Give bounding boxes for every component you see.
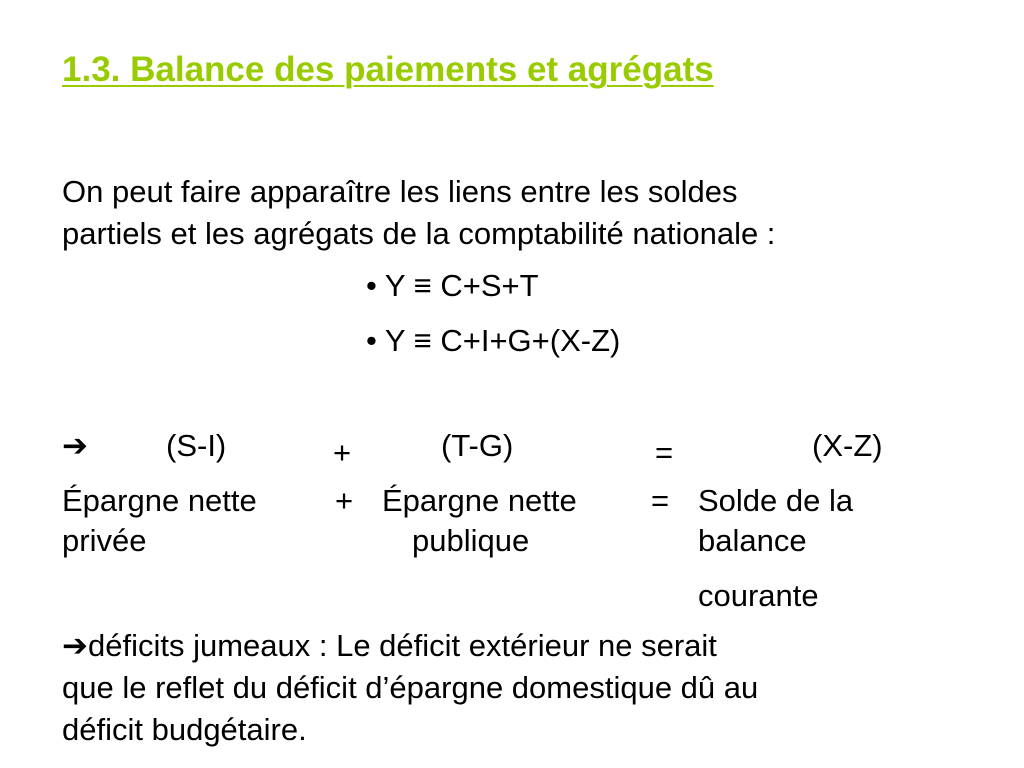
- identity-equals-sign: =: [655, 435, 674, 470]
- conclusion-line-2: que le reflet du déficit d’épargne domestique dû au: [62, 670, 759, 705]
- intro-line-1: On peut faire apparaître les liens entre les soldes: [62, 174, 738, 209]
- conclusion-text-1: déficits jumeaux : Le déficit extérieur ne serait: [87, 628, 717, 663]
- label-current-account-line-1: Solde de la: [698, 483, 854, 518]
- intro-paragraph: [62, 171, 775, 255]
- label-private-saving-line-1: Épargne nette: [62, 483, 257, 518]
- equation-income-uses: • Y ≡ C+S+T: [366, 268, 539, 303]
- label-public-saving-line-1: Épargne nette: [382, 483, 577, 518]
- slide-title: 1.3. Balance des paiements et agrégats: [62, 50, 714, 89]
- identity-arrow-icon: ➔: [62, 428, 88, 464]
- equation-income-sources: • Y ≡ C+I+G+(X-Z): [366, 323, 621, 358]
- label-current-account-line-2: balance: [698, 523, 807, 558]
- intro-line-2: partiels et les agrégats de la comptabilité nationale :: [62, 216, 776, 251]
- conclusion-paragraph: [62, 625, 758, 751]
- labels-plus-sign: +: [335, 483, 354, 518]
- labels-equals-sign: =: [651, 483, 670, 518]
- conclusion-line-3: déficit budgétaire.: [62, 712, 307, 747]
- term-current-account: (X-Z): [812, 428, 883, 463]
- conclusion-arrow-icon: ➔: [62, 628, 88, 664]
- identity-plus-sign: +: [333, 435, 352, 470]
- term-public-saving-gap: (T-G): [441, 428, 514, 463]
- label-public-saving-line-2: publique: [412, 523, 530, 558]
- label-private-saving-line-2: privée: [62, 523, 147, 558]
- label-current-account-line-3: courante: [698, 578, 819, 613]
- term-private-saving-gap: (S-I): [166, 428, 227, 463]
- conclusion-line-1: [62, 625, 758, 667]
